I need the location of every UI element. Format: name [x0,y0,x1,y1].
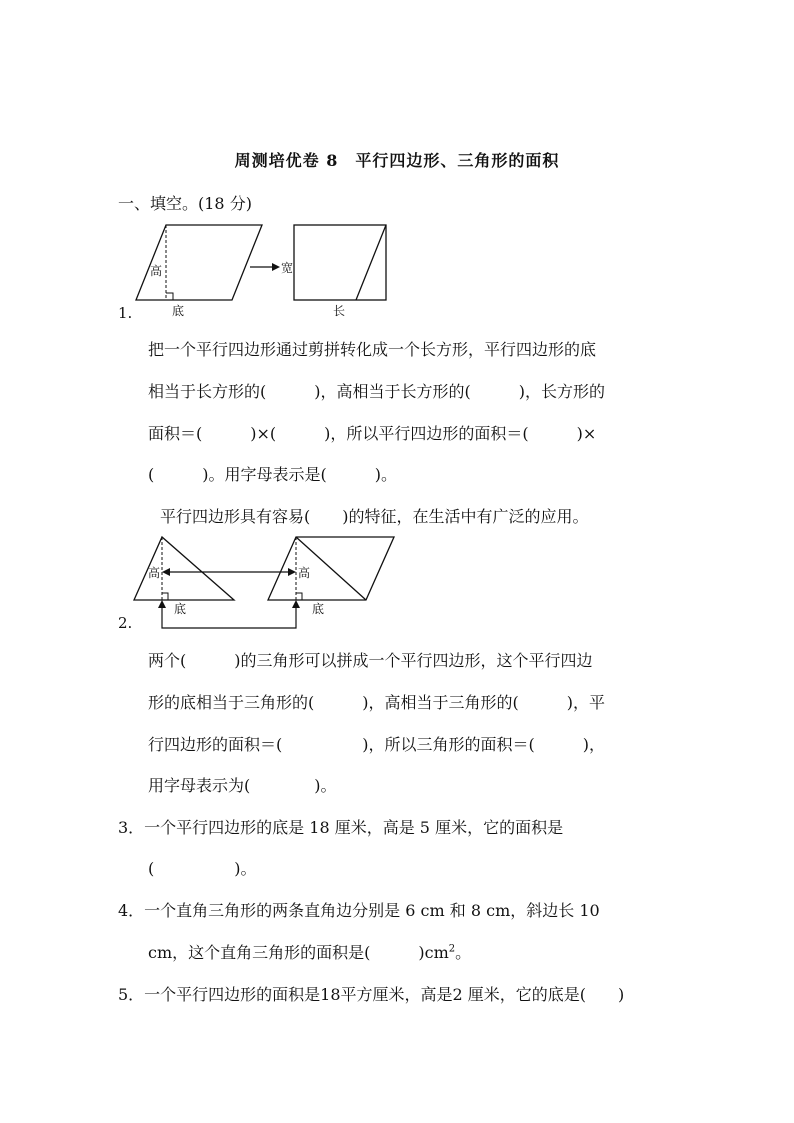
page-title: 周测培优卷 8 平行四边形、三角形的面积 [234,151,560,170]
q2-line-1: 两个( )的三角形可以拼成一个平行四边形，这个平行四边 [148,651,593,670]
figure-2-triangles-to-parallelogram [128,532,408,632]
tri-label-di: 底 [174,602,187,616]
q4-superscript: 2 [448,943,456,955]
q1-line-2: 相当于长方形的( )，高相当于长方形的( )，长方形的 [148,382,605,401]
label-chang: 长 [333,304,346,318]
right-angle-mark [166,293,173,300]
parallelogram-right-angle-mark [296,593,302,600]
para-label-gao: 高 [298,566,311,580]
q1-line-1: 把一个平行四边形通过剪拼转化成一个长方形，平行四边形的底 [148,340,597,359]
q3-line-2: ( )。 [148,859,257,878]
label-di: 底 [172,304,185,318]
q4-line-1: 4．一个直角三角形的两条直角边分别是 6 cm 和 8 cm，斜边长 10 [118,901,600,920]
parallelogram-shape [136,225,262,300]
figure-1-parallelogram-to-rectangle [128,220,398,320]
label-kuan: 宽 [281,261,294,275]
q1-line-4: ( )。用字母表示是( )。 [148,465,397,484]
q2-line-3: 行四边形的面积＝( )，所以三角形的面积＝( )， [148,735,605,754]
q5-line-1: 5．一个平行四边形的面积是18平方厘米，高是2 厘米，它的底是( ) [118,985,625,1004]
rectangle-shape [294,225,386,300]
q4-line-2-tail: 。 [455,943,472,962]
q1-line-3: 面积＝( )×( )，所以平行四边形的面积＝( )× [148,424,597,443]
arrow-left-icon [162,568,170,576]
arrow-head-icon [272,263,280,271]
arrow-right-icon [288,568,296,576]
triangle-right-angle-mark [162,593,168,600]
arrow-up-right-icon [292,600,300,608]
q1-extra-line: 平行四边形具有容易( )的特征，在生活中有广泛的应用。 [160,507,589,526]
para-label-di: 底 [312,602,325,616]
section-heading: 一、填空。(18 分) [118,194,252,213]
q4-line-2 [148,940,471,963]
q3-line-1: 3．一个平行四边形的底是 18 厘米，高是 5 厘米，它的面积是 [118,818,564,837]
cut-line [356,225,386,300]
q2-line-2: 形的底相当于三角形的( )，高相当于三角形的( )，平 [148,693,605,712]
question-1-number: 1. [118,304,133,322]
label-gao: 高 [150,264,163,278]
q2-line-4: 用字母表示为( )。 [148,776,337,795]
question-2-number: 2. [118,614,133,632]
tri-label-gao: 高 [148,566,161,580]
q4-line-2-text: cm，这个直角三角形的面积是( )cm [148,943,449,962]
arrow-up-left-icon [158,600,166,608]
